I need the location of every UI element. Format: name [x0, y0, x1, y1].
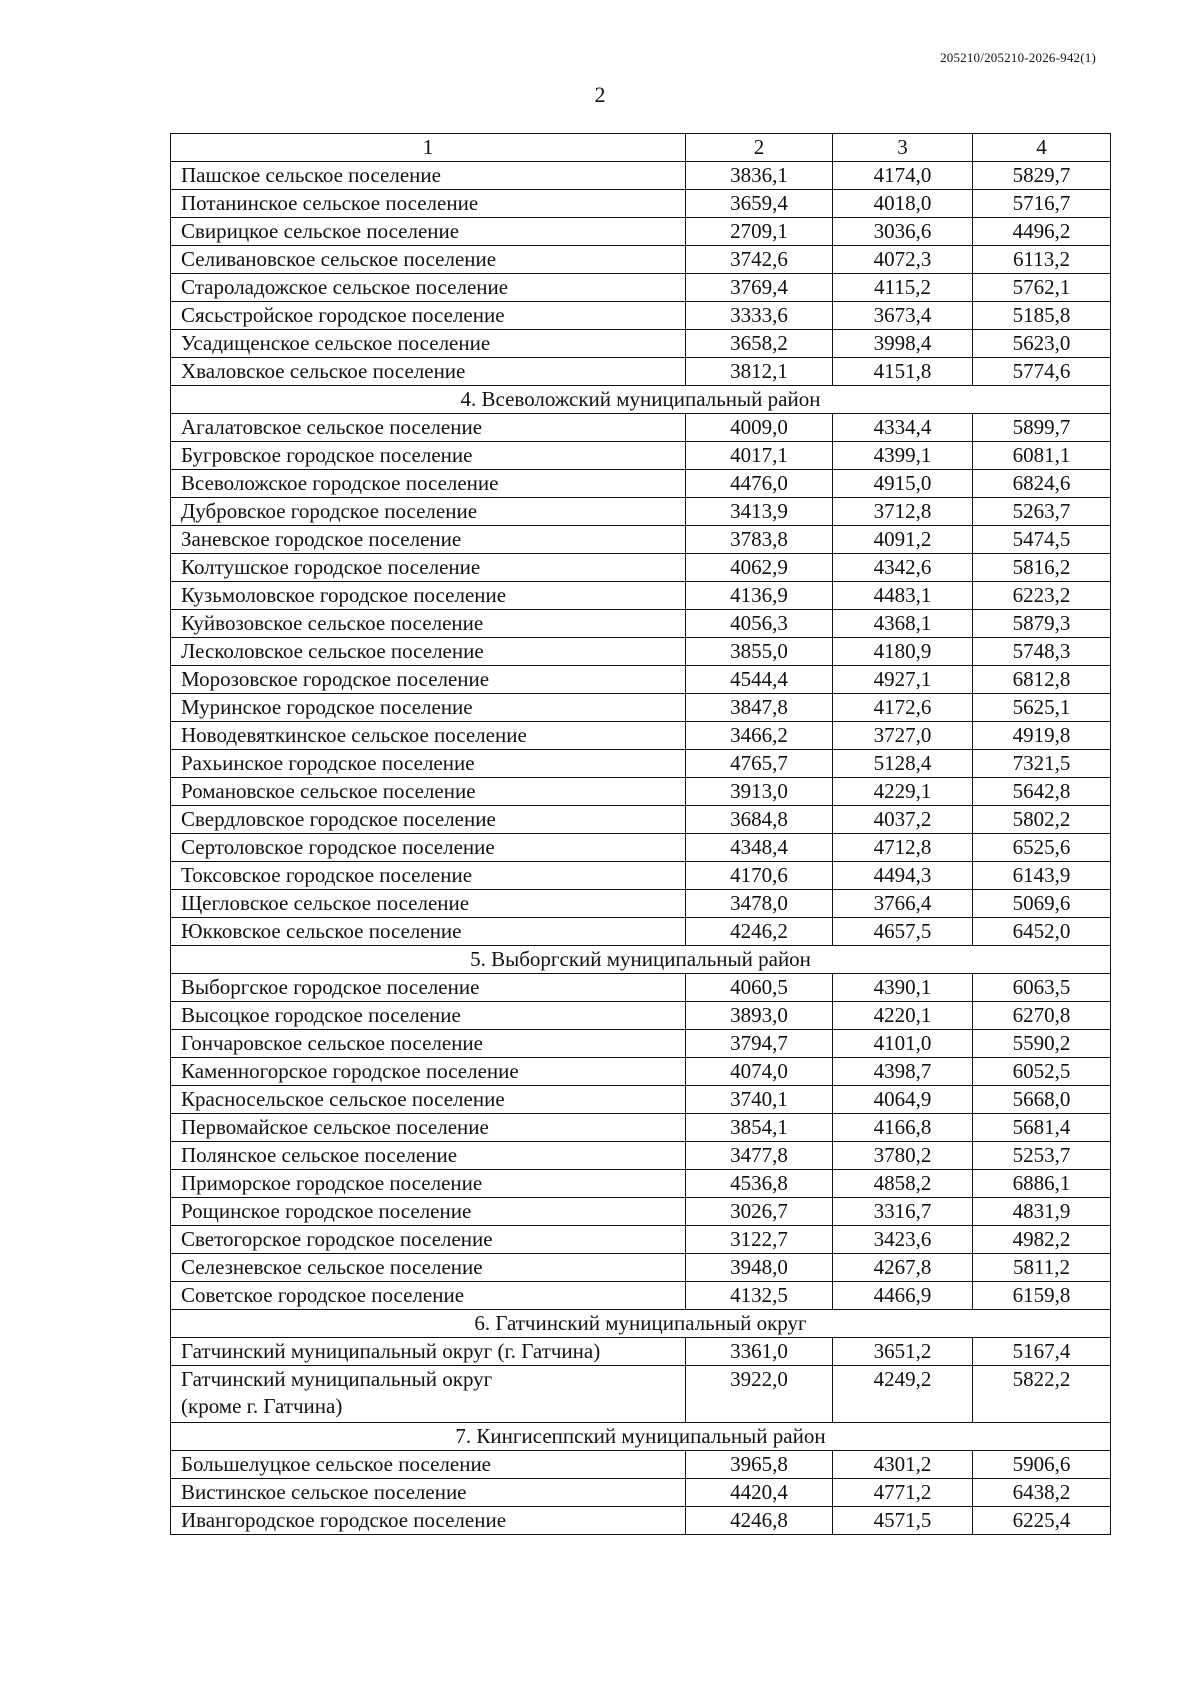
table-row	[171, 1479, 1111, 1507]
value-col-2: 3740,1	[686, 1086, 833, 1114]
value-col-3: 4494,3	[833, 862, 973, 890]
settlement-name: Романовское сельское поселение	[171, 778, 686, 806]
value-col-2: 4136,9	[686, 582, 833, 610]
value-col-2: 3812,1	[686, 358, 833, 386]
table-row	[171, 526, 1111, 554]
value-col-4: 5816,2	[973, 554, 1111, 582]
settlement-name: Староладожское сельское поселение	[171, 274, 686, 302]
column-header: 4	[973, 134, 1111, 162]
table-row	[171, 750, 1111, 778]
value-col-4: 6270,8	[973, 1002, 1111, 1030]
value-col-2: 3413,9	[686, 498, 833, 526]
settlement-name: Куйвозовское сельское поселение	[171, 610, 686, 638]
table-row	[171, 610, 1111, 638]
settlement-name: Муринское городское поселение	[171, 694, 686, 722]
value-col-3: 4018,0	[833, 190, 973, 218]
settlement-name: Агалатовское сельское поселение	[171, 414, 686, 442]
value-col-4: 4919,8	[973, 722, 1111, 750]
table-row	[171, 834, 1111, 862]
value-col-2: 3659,4	[686, 190, 833, 218]
table-row	[171, 1226, 1111, 1254]
value-col-4: 5716,7	[973, 190, 1111, 218]
settlement-name: Заневское городское поселение	[171, 526, 686, 554]
settlement-name: Каменногорское городское поселение	[171, 1058, 686, 1086]
table-row	[171, 1170, 1111, 1198]
value-col-2: 3684,8	[686, 806, 833, 834]
value-col-4: 5748,3	[973, 638, 1111, 666]
table-row	[171, 1366, 1111, 1423]
table-row	[171, 1086, 1111, 1114]
settlement-name: Гатчинский муниципальный округ (г. Гатчина)	[171, 1338, 686, 1366]
table-row	[171, 1507, 1111, 1535]
value-col-2: 3836,1	[686, 162, 833, 190]
settlement-name: Первомайское сельское поселение	[171, 1114, 686, 1142]
value-col-2: 3478,0	[686, 890, 833, 918]
table-row	[171, 778, 1111, 806]
value-col-3: 4342,6	[833, 554, 973, 582]
value-col-3: 4334,4	[833, 414, 973, 442]
value-col-2: 3965,8	[686, 1451, 833, 1479]
value-col-2: 4009,0	[686, 414, 833, 442]
table-row	[171, 1451, 1111, 1479]
value-col-2: 3847,8	[686, 694, 833, 722]
value-col-4: 5167,4	[973, 1338, 1111, 1366]
value-col-2: 3769,4	[686, 274, 833, 302]
value-col-4: 5811,2	[973, 1254, 1111, 1282]
value-col-2: 4536,8	[686, 1170, 833, 1198]
settlement-name: Свирицкое сельское поселение	[171, 218, 686, 246]
settlement-name: Советское городское поселение	[171, 1282, 686, 1310]
value-col-4: 6525,6	[973, 834, 1111, 862]
value-col-4: 5625,1	[973, 694, 1111, 722]
value-col-3: 4712,8	[833, 834, 973, 862]
value-col-3: 4858,2	[833, 1170, 973, 1198]
value-col-2: 3948,0	[686, 1254, 833, 1282]
settlement-name: Кузьмоловское городское поселение	[171, 582, 686, 610]
value-col-3: 3766,4	[833, 890, 973, 918]
value-col-2: 3854,1	[686, 1114, 833, 1142]
value-col-4: 6812,8	[973, 666, 1111, 694]
value-col-4: 5822,2	[973, 1366, 1111, 1423]
section-header-row	[171, 386, 1111, 414]
table-row	[171, 918, 1111, 946]
table-row	[171, 190, 1111, 218]
value-col-4: 6438,2	[973, 1479, 1111, 1507]
settlement-name: Сясьстройское городское поселение	[171, 302, 686, 330]
value-col-2: 4132,5	[686, 1282, 833, 1310]
value-col-3: 4172,6	[833, 694, 973, 722]
value-col-4: 5802,2	[973, 806, 1111, 834]
settlement-name: Большелуцкое сельское поселение	[171, 1451, 686, 1479]
value-col-2: 4765,7	[686, 750, 833, 778]
section-title: 6. Гатчинский муниципальный округ	[171, 1310, 1111, 1338]
value-col-3: 4399,1	[833, 442, 973, 470]
value-col-3: 4064,9	[833, 1086, 973, 1114]
value-col-2: 2709,1	[686, 218, 833, 246]
value-col-3: 3651,2	[833, 1338, 973, 1366]
value-col-2: 3333,6	[686, 302, 833, 330]
settlement-name: Вистинское сельское поселение	[171, 1479, 686, 1507]
value-col-3: 4151,8	[833, 358, 973, 386]
table-row	[171, 1254, 1111, 1282]
settlement-name: Рахьинское городское поселение	[171, 750, 686, 778]
settlement-name: Дубровское городское поселение	[171, 498, 686, 526]
table-row	[171, 694, 1111, 722]
table-row	[171, 890, 1111, 918]
value-col-4: 5899,7	[973, 414, 1111, 442]
value-col-3: 4101,0	[833, 1030, 973, 1058]
value-col-2: 3026,7	[686, 1198, 833, 1226]
value-col-2: 3855,0	[686, 638, 833, 666]
settlement-name: Ивангородское городское поселение	[171, 1507, 686, 1535]
value-col-3: 3712,8	[833, 498, 973, 526]
settlement-name: Гончаровское сельское поселение	[171, 1030, 686, 1058]
value-col-4: 4496,2	[973, 218, 1111, 246]
value-col-3: 4301,2	[833, 1451, 973, 1479]
document-id: 205210/205210-2026-942(1)	[940, 50, 1096, 65]
table-row	[171, 1002, 1111, 1030]
value-col-3: 4220,1	[833, 1002, 973, 1030]
section-header-row	[171, 946, 1111, 974]
column-header: 2	[686, 134, 833, 162]
value-col-4: 6886,1	[973, 1170, 1111, 1198]
value-col-2: 4017,1	[686, 442, 833, 470]
value-col-3: 4390,1	[833, 974, 973, 1002]
table-row	[171, 1198, 1111, 1226]
value-col-3: 4466,9	[833, 1282, 973, 1310]
value-col-3: 5128,4	[833, 750, 973, 778]
settlement-name: Хваловское сельское поселение	[171, 358, 686, 386]
value-col-2: 3477,8	[686, 1142, 833, 1170]
settlement-name: Выборгское городское поселение	[171, 974, 686, 1002]
value-col-3: 4174,0	[833, 162, 973, 190]
table-row	[171, 162, 1111, 190]
value-col-2: 3783,8	[686, 526, 833, 554]
value-col-3: 3998,4	[833, 330, 973, 358]
value-col-3: 3780,2	[833, 1142, 973, 1170]
value-col-2: 3122,7	[686, 1226, 833, 1254]
table-body	[171, 134, 1111, 1535]
settlement-name: Светогорское городское поселение	[171, 1226, 686, 1254]
value-col-4: 5774,6	[973, 358, 1111, 386]
settlement-name: Полянское сельское поселение	[171, 1142, 686, 1170]
value-col-3: 3727,0	[833, 722, 973, 750]
settlement-name-cell	[171, 1366, 686, 1423]
value-col-4: 5185,8	[973, 302, 1111, 330]
value-col-3: 4180,9	[833, 638, 973, 666]
settlement-name: Свердловское городское поселение	[171, 806, 686, 834]
value-col-3: 3673,4	[833, 302, 973, 330]
table-row	[171, 806, 1111, 834]
value-col-4: 4982,2	[973, 1226, 1111, 1254]
settlement-name: Рощинское городское поселение	[171, 1198, 686, 1226]
table-row	[171, 666, 1111, 694]
table-row	[171, 582, 1111, 610]
settlement-name: Лесколовское сельское поселение	[171, 638, 686, 666]
settlement-name: Высоцкое городское поселение	[171, 1002, 686, 1030]
settlement-name: Щегловское сельское поселение	[171, 890, 686, 918]
value-col-4: 5668,0	[973, 1086, 1111, 1114]
value-col-2: 4170,6	[686, 862, 833, 890]
column-header: 1	[171, 134, 686, 162]
value-col-2: 4062,9	[686, 554, 833, 582]
value-col-2: 4074,0	[686, 1058, 833, 1086]
section-header-row	[171, 1310, 1111, 1338]
data-table	[170, 133, 1111, 1535]
value-col-4: 4831,9	[973, 1198, 1111, 1226]
table-row	[171, 1142, 1111, 1170]
value-col-3: 4398,7	[833, 1058, 973, 1086]
value-col-3: 3423,6	[833, 1226, 973, 1254]
value-col-4: 5681,4	[973, 1114, 1111, 1142]
value-col-2: 4246,2	[686, 918, 833, 946]
table-row	[171, 638, 1111, 666]
value-col-2: 4348,4	[686, 834, 833, 862]
value-col-3: 4229,1	[833, 778, 973, 806]
value-col-4: 5623,0	[973, 330, 1111, 358]
value-col-3: 4091,2	[833, 526, 973, 554]
table-row	[171, 302, 1111, 330]
table-row	[171, 498, 1111, 526]
value-col-3: 4657,5	[833, 918, 973, 946]
value-col-4: 6225,4	[973, 1507, 1111, 1535]
settlement-name: Юкковское сельское поселение	[171, 918, 686, 946]
value-col-2: 4544,4	[686, 666, 833, 694]
value-col-3: 4166,8	[833, 1114, 973, 1142]
settlement-name: Селезневское сельское поселение	[171, 1254, 686, 1282]
value-col-3: 4368,1	[833, 610, 973, 638]
value-col-3: 4483,1	[833, 582, 973, 610]
value-col-2: 4420,4	[686, 1479, 833, 1507]
settlement-name: Колтушское городское поселение	[171, 554, 686, 582]
value-col-3: 4115,2	[833, 274, 973, 302]
table-row	[171, 330, 1111, 358]
value-col-4: 6143,9	[973, 862, 1111, 890]
settlement-name: Красносельское сельское поселение	[171, 1086, 686, 1114]
table-row	[171, 1058, 1111, 1086]
value-col-3: 4915,0	[833, 470, 973, 498]
value-col-3: 4249,2	[833, 1366, 973, 1423]
table-row	[171, 414, 1111, 442]
table-row	[171, 1114, 1111, 1142]
value-col-4: 6081,1	[973, 442, 1111, 470]
settlement-name: Новодевяткинское сельское поселение	[171, 722, 686, 750]
table-row	[171, 246, 1111, 274]
value-col-3: 4072,3	[833, 246, 973, 274]
table-row	[171, 218, 1111, 246]
value-col-4: 5762,1	[973, 274, 1111, 302]
settlement-name: Селивановское сельское поселение	[171, 246, 686, 274]
table-row	[171, 722, 1111, 750]
table-row	[171, 862, 1111, 890]
value-col-4: 6452,0	[973, 918, 1111, 946]
value-col-2: 3913,0	[686, 778, 833, 806]
value-col-4: 6824,6	[973, 470, 1111, 498]
section-title: 5. Выборгский муниципальный район	[171, 946, 1111, 974]
settlement-name: Потанинское сельское поселение	[171, 190, 686, 218]
settlement-name: Сертоловское городское поселение	[171, 834, 686, 862]
settlement-name: Токсовское городское поселение	[171, 862, 686, 890]
table-row	[171, 470, 1111, 498]
value-col-2: 3742,6	[686, 246, 833, 274]
value-col-2: 3922,0	[686, 1366, 833, 1423]
section-header-row	[171, 1423, 1111, 1451]
settlement-name-continued: (кроме г. Гатчина)	[181, 1394, 343, 1418]
settlement-name: Пашское сельское поселение	[171, 162, 686, 190]
value-col-4: 5829,7	[973, 162, 1111, 190]
table-row	[171, 1338, 1111, 1366]
column-header: 3	[833, 134, 973, 162]
value-col-2: 4060,5	[686, 974, 833, 1002]
value-col-4: 6159,8	[973, 1282, 1111, 1310]
value-col-2: 4056,3	[686, 610, 833, 638]
value-col-3: 4927,1	[833, 666, 973, 694]
value-col-4: 5906,6	[973, 1451, 1111, 1479]
settlement-name: Морозовское городское поселение	[171, 666, 686, 694]
value-col-4: 7321,5	[973, 750, 1111, 778]
value-col-4: 5069,6	[973, 890, 1111, 918]
value-col-4: 6223,2	[973, 582, 1111, 610]
settlement-name: Гатчинский муниципальный округ	[181, 1367, 493, 1391]
value-col-3: 4267,8	[833, 1254, 973, 1282]
value-col-4: 6113,2	[973, 246, 1111, 274]
value-col-4: 5263,7	[973, 498, 1111, 526]
table-row	[171, 554, 1111, 582]
value-col-2: 3466,2	[686, 722, 833, 750]
value-col-4: 5253,7	[973, 1142, 1111, 1170]
value-col-2: 3658,2	[686, 330, 833, 358]
value-col-4: 5590,2	[973, 1030, 1111, 1058]
settlement-name: Всеволожское городское поселение	[171, 470, 686, 498]
settlement-name: Бугровское городское поселение	[171, 442, 686, 470]
value-col-3: 4571,5	[833, 1507, 973, 1535]
section-title: 4. Всеволожский муниципальный район	[171, 386, 1111, 414]
value-col-4: 5879,3	[973, 610, 1111, 638]
value-col-4: 5474,5	[973, 526, 1111, 554]
table-header-row	[171, 134, 1111, 162]
value-col-3: 3036,6	[833, 218, 973, 246]
table-row	[171, 974, 1111, 1002]
table-row	[171, 358, 1111, 386]
table-row	[171, 1030, 1111, 1058]
value-col-3: 4771,2	[833, 1479, 973, 1507]
table-row	[171, 1282, 1111, 1310]
section-title: 7. Кингисеппский муниципальный район	[171, 1423, 1111, 1451]
value-col-3: 3316,7	[833, 1198, 973, 1226]
table-row	[171, 274, 1111, 302]
value-col-4: 6063,5	[973, 974, 1111, 1002]
page-number: 2	[594, 82, 606, 107]
value-col-4: 5642,8	[973, 778, 1111, 806]
value-col-4: 6052,5	[973, 1058, 1111, 1086]
value-col-2: 4476,0	[686, 470, 833, 498]
value-col-2: 4246,8	[686, 1507, 833, 1535]
value-col-2: 3361,0	[686, 1338, 833, 1366]
table-row	[171, 442, 1111, 470]
value-col-2: 3893,0	[686, 1002, 833, 1030]
value-col-3: 4037,2	[833, 806, 973, 834]
value-col-2: 3794,7	[686, 1030, 833, 1058]
settlement-name: Усадищенское сельское поселение	[171, 330, 686, 358]
settlement-name: Приморское городское поселение	[171, 1170, 686, 1198]
